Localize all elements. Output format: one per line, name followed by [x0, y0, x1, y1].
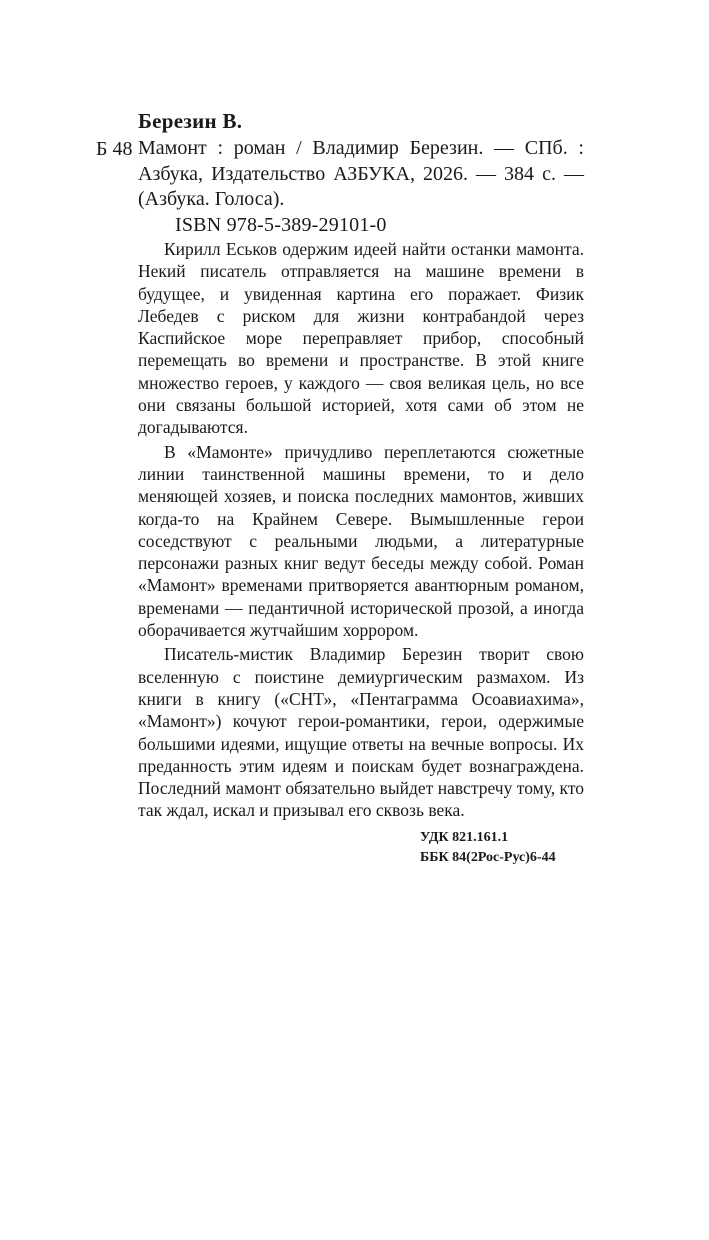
bibliographic-description: Мамонт : роман / Владимир Березин. — СПб. : Азбука, Издательство АЗБУКА, 2026. — 384 с. — (Азбука. Голоса). [138, 137, 584, 210]
author-mark: Б 48 [96, 138, 133, 160]
annotation-paragraph: Кирилл Еськов одержим идеей найти останки мамонта. Некий писатель отправляется на машине времени в будущее, и увиденная картина его поражает. Физик Лебедев с риском для жизни контрабандой через Каспийское море переправляет прибор, способный перемещать во времени и пространстве. В этой книге множество героев, у каждого — своя великая цель, но все они связаны большой историей, хотя сами об этом не догадываются. [138, 239, 584, 438]
author-heading: Березин В. [138, 109, 243, 133]
isbn: ISBN 978-5-389-29101-0 [175, 214, 387, 236]
annotation-paragraph: В «Мамонте» причудливо переплетаются сюжетные линии таинственной машины времени, то и дело меняющей хозяев, и поиска последних мамонтов, живших когда-то на Крайнем Севере. Вымышленные герои соседствуют с реальными людьми, а литературные персонажи разных книг ведут беседы между собой. Роман «Мамонт» временами притворяется авантюрным романом, временами — педантичной исторической прозой, а иногда оборачивается жутчайшим хоррором. [138, 441, 584, 641]
classification-codes [420, 828, 556, 868]
annotation-paragraph: Писатель-мистик Владимир Березин творит свою вселенную с поистине демиургическим размахом. Из книги в книгу («СНТ», «Пентаграмма Осоавиахима», «Мамонт») кочуют герои-романтики, герои, одержимые большими идеями, ищущие ответы на вечные вопросы. Их преданность этим идеям и поискам будет вознаграждена. Последний мамонт обязательно выйдет навстречу тому, кто так ждал, искал и призывал его сквозь века. [138, 644, 584, 821]
annotation [138, 238, 584, 824]
bbk-code: ББК 84(2Рос-Рус)6-44 [420, 850, 556, 865]
udk-code: УДК 821.161.1 [420, 830, 509, 845]
